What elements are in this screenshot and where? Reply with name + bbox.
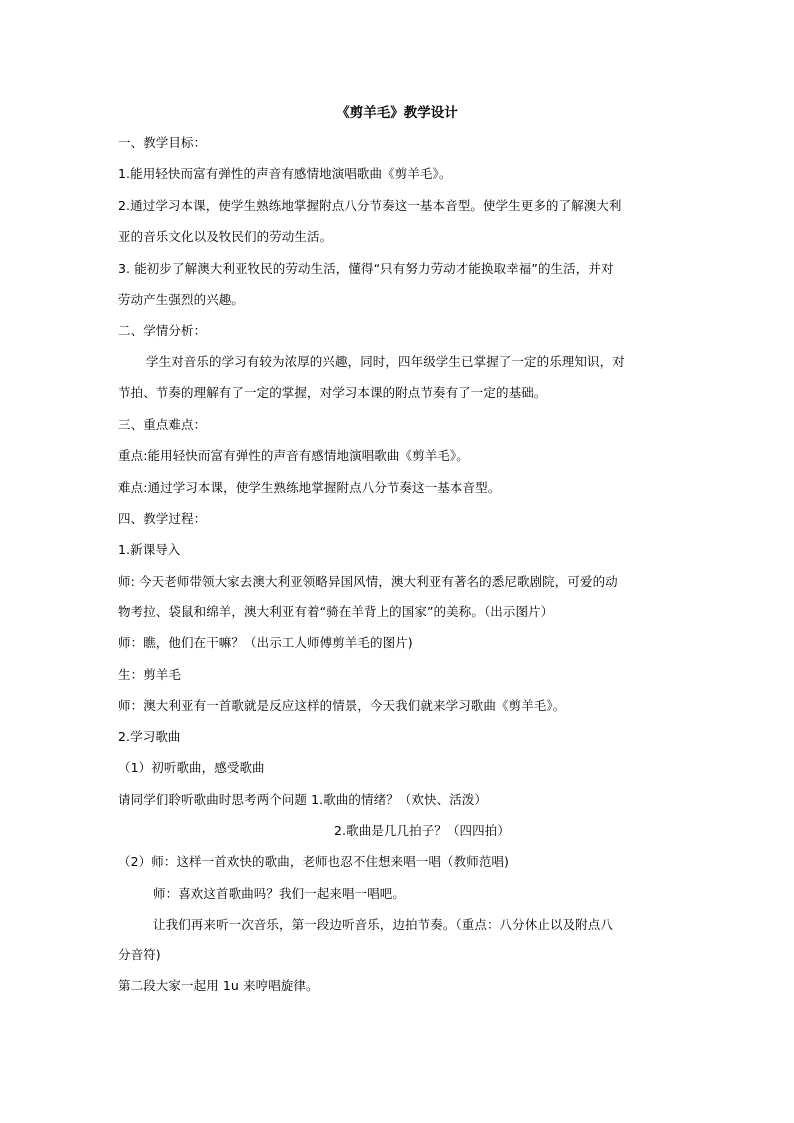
paragraph-line: 师: 今天老师带领大家去澳大利亚领略异国风情，澳大利亚有著名的悉尼歌剧院，可爱的动 xyxy=(118,574,618,589)
section-heading-process: 四、教学过程： xyxy=(118,511,207,526)
paragraph-line: 生：剪羊毛 xyxy=(118,667,182,682)
paragraph-line: 第二段大家一起用 1u 来哼唱旋律。 xyxy=(118,978,319,993)
paragraph-line: 师：瞧，他们在干嘛？（出示工人师傅剪羊毛的图片) xyxy=(118,635,413,650)
paragraph-line: 让我们再来听一次音乐，第一段边听音乐，边拍节奏。（重点：八分休止以及附点八 xyxy=(153,917,613,932)
document-title: 《剪羊毛》教学设计 xyxy=(336,105,458,121)
section-heading-objectives: 一、教学目标： xyxy=(118,135,207,150)
paragraph-line: 师：澳大利亚有一首歌就是反应这样的情景，今天我们就来学习歌曲《剪羊毛》。 xyxy=(118,698,566,713)
paragraph-line: 学生对音乐的学习有较为浓厚的兴趣，同时，四年级学生已掌握了一定的乐理知识，对 xyxy=(146,354,625,369)
paragraph-line: 1.能用轻快而富有弹性的声音有感情地演唱歌曲《剪羊毛》。 xyxy=(118,166,452,181)
paragraph-line: 请同学们聆听歌曲时思考两个问题 1.歌曲的情绪？（欢快、活泼） xyxy=(118,792,488,807)
paragraph-line: 3. 能初步了解澳大利亚牧民的劳动生活，懂得“只有努力劳动才能换取幸福”的生活，并对 xyxy=(118,261,614,276)
paragraph-line: 2.通过学习本课，使学生熟练地掌握附点八分节奏这一基本音型。使学生更多的了解澳大利 xyxy=(118,198,622,213)
paragraph-line: 物考拉、袋鼠和绵羊，澳大利亚有着“骑在羊背上的国家”的美称。（出示图片） xyxy=(118,604,554,619)
section-heading-key-points: 三、重点难点： xyxy=(118,417,207,432)
paragraph-line: （1）初听歌曲，感受歌曲 xyxy=(118,760,265,775)
paragraph-line: 重点:能用轻快而富有弹性的声音有感情地演唱歌曲《剪羊毛》。 xyxy=(118,448,469,463)
paragraph-line: 节拍、节奏的理解有了一定的掌握，对学习本课的附点节奏有了一定的基础。 xyxy=(118,385,547,400)
paragraph-line: 劳动产生强烈的兴趣。 xyxy=(118,292,245,307)
paragraph-line: 分音符) xyxy=(118,947,161,962)
paragraph-line: 难点:通过学习本课，使学生熟练地掌握附点八分节奏这一基本音型。 xyxy=(118,480,501,495)
subheading-line: 1.新课导入 xyxy=(118,542,181,557)
paragraph-line: （2）师：这样一首欢快的歌曲，老师也忍不住想来唱一唱（教师范唱) xyxy=(118,854,510,869)
subheading-line: 2.学习歌曲 xyxy=(118,729,181,744)
section-heading-analysis: 二、学情分析： xyxy=(118,323,207,338)
paragraph-line: 师：喜欢这首歌曲吗？我们一起来唱一唱吧。 xyxy=(153,886,406,901)
paragraph-line: 亚的音乐文化以及牧民们的劳动生活。 xyxy=(118,229,333,244)
paragraph-line: 2.歌曲是几几拍子？（四四拍） xyxy=(334,823,510,838)
